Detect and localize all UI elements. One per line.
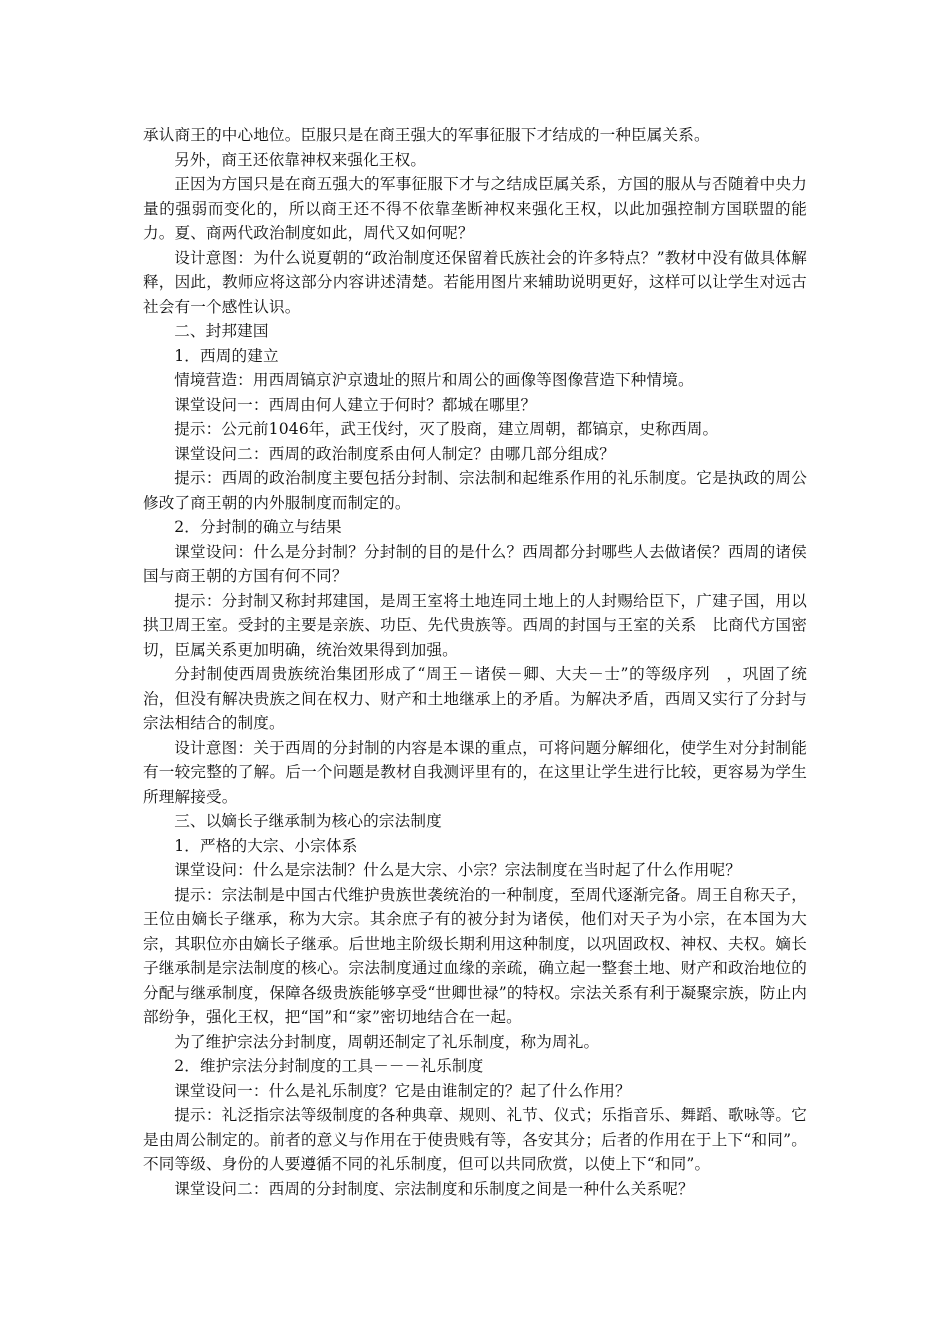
paragraph: 分封制使西周贵族统治集团形成了“周王－诸侯－卿、大夫－士”的等级序列 ，巩固了统治，但没有解决贵族之间在权力、财产和土地继承上的矛盾。为解决矛盾，西周又实行了分封与宗法相结合的制度。 (143, 665, 807, 732)
paragraph: 情境营造：用西周镐京沪京遗址的照片和周公的画像等图像营造下种情境。 (174, 371, 694, 389)
paragraph: 另外，商王还依靠神权来强化王权。 (174, 150, 427, 169)
question-paragraph: 课堂设问二：西周的政治制度系由何人制定？由哪几部分组成？ (174, 444, 616, 463)
paragraph: 正因为方国只是在商五强大的军事征服下才与之结成臣属关系，方国的服从与否随着中央力量的强弱而变化的，所以商王还不得不依靠垄断神权来强化王权，以此加强控制方国联盟的能力。夏、商两代政治制度如此，周代又如何呢？ (143, 175, 807, 242)
hint-paragraph: 提示：西周的政治制度主要包括分封制、宗法制和起维系作用的礼乐制度。它是执政的周公修改了商王朝的内外服制度而制定的。 (143, 469, 807, 512)
paragraph: 为了维护宗法分封制度，周朝还制定了礼乐制度，称为周礼。 (174, 1032, 600, 1051)
document-body (143, 123, 807, 1201)
paragraph: 承认商王的中心地位。臣服只是在商王强大的军事征服下才结成的一种臣属关系。 (143, 126, 710, 144)
section-heading: 二、封邦建国 (174, 322, 269, 340)
hint-paragraph: 提示：礼泛指宗法等级制度的各种典章、规则、礼节、仪式；乐指音乐、舞蹈、歌咏等。它是由周公制定的。前者的意义与作用在于使贵贱有等，各安其分；后者的作用在于上下“和同”。不同等级、身份的人要遵循不同的礼乐制度，但可以共同欣赏，以使上下“和同”。 (143, 1106, 807, 1173)
question-paragraph: 课堂设问二：西周的分封制度、宗法制度和乐制度之间是一种什么关系呢？ (174, 1179, 694, 1198)
question-paragraph: 课堂设问：什么是宗法制？什么是大宗、小宗？宗法制度在当时起了什么作用呢？ (174, 861, 741, 879)
section-heading: 三、以嫡长子继承制为核心的宗法制度 (174, 812, 442, 830)
subsection-heading: 2．维护宗法分封制度的工具－－－礼乐制度 (174, 1057, 484, 1075)
subsection-heading: 1．西周的建立 (174, 346, 279, 365)
question-paragraph: 课堂设问：什么是分封制？分封制的目的是什么？西周都分封哪些人去做诸侯？西周的诸侯国与商王朝的方国有何不同？ (143, 542, 807, 585)
hint-paragraph: 提示：公元前1046年，武王伐纣，灭了股商，建立周朝，都镐京，史称西周。 (174, 420, 719, 438)
question-paragraph: 课堂设问一：什么是礼乐制度？它是由谁制定的？起了什么作用？ (174, 1081, 631, 1100)
hint-paragraph: 提示：宗法制是中国古代维护贵族世袭统治的一种制度，至周代逐渐完备。周王自称天子，王位由嫡长子继承，称为大宗。其余庶子有的被分封为诸侯，他们对天子为小宗，在本国为大宗，其职位亦由嫡长子继承。后世地主阶级长期利用这种制度，以巩固政权、神权、夫权。嫡长子继承制是宗法制度的核心。宗法制度通过血缘的亲疏，确立起一整套土地、财产和政治地位的分配与继承制度，保障各级贵族能够享受“世卿世禄”的特权。宗法关系有利于凝聚宗族，防止内部纷争，强化王权，把“国”和“家”密切地结合在一起。 (143, 885, 807, 1026)
question-paragraph: 课堂设问一：西周由何人建立于何时？都城在哪里？ (174, 395, 537, 414)
design-intent-paragraph: 设计意图：为什么说夏朝的“政治制度还保留着氏族社会的许多特点？”教材中没有做具体解释，因此，教师应将这部分内容讲述清楚。若能用图片来辅助说明更好，这样可以让学生对远古社会有一个感性认识。 (143, 248, 807, 316)
design-intent-paragraph: 设计意图：关于西周的分封制的内容是本课的重点，可将问题分解细化，使学生对分封制能有一较完整的了解。后一个问题是教材自我测评里有的，在这里让学生进行比较，更容易为学生所理解接受。 (143, 738, 807, 806)
subsection-heading: 1．严格的大宗、小宗体系 (174, 836, 358, 855)
hint-paragraph: 提示：分封制又称封邦建国，是周王室将土地连同土地上的人封赐给臣下，广建子国，用以拱卫周王室。受封的主要是亲族、功臣、先代贵族等。西周的封国与王室的关系 比商代方国密切，臣属关系更加明确，统治效果得到加强。 (143, 591, 807, 659)
subsection-heading: 2．分封制的确立与结果 (174, 518, 342, 536)
